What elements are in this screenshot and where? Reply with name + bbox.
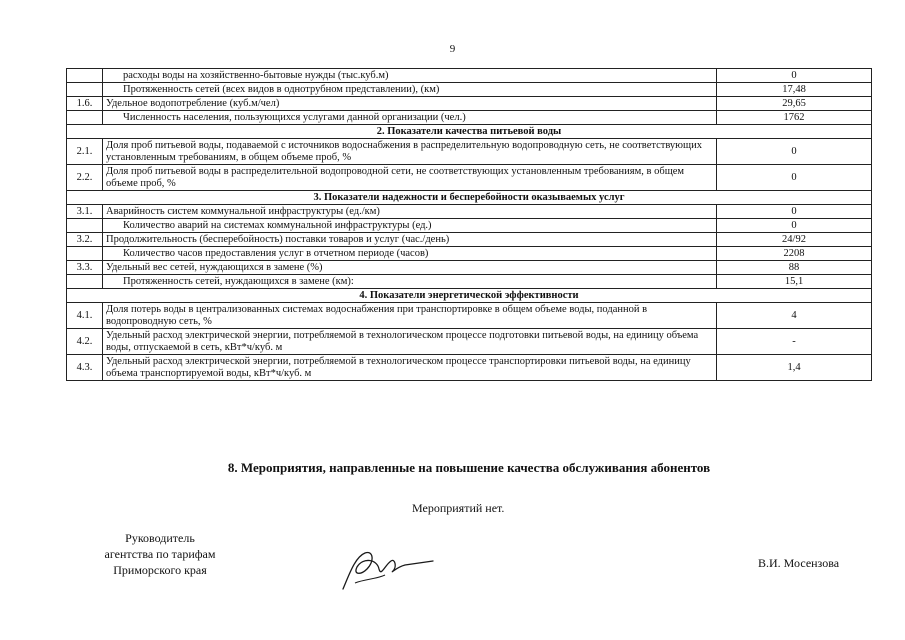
signer-name: В.И. Мосензова [758, 556, 840, 570]
signatory-title-line: Руководитель [125, 531, 195, 545]
indicator-description: Продолжительность (бесперебойность) поставки товаров и услуг (час./день) [103, 233, 717, 247]
table-row [67, 355, 872, 381]
table-row [67, 139, 872, 165]
indicator-value: 29,65 [717, 97, 872, 111]
indicator-description: Удельный вес сетей, нуждающихся в замене (%) [103, 261, 717, 275]
indicator-description: расходы воды на хозяйственно-бытовые нужды (тыс.куб.м) [103, 69, 717, 83]
indicator-value: 0 [717, 139, 872, 165]
indicator-value: 88 [717, 261, 872, 275]
row-number [67, 275, 103, 289]
indicator-value: 0 [717, 219, 872, 233]
indicator-value: 0 [717, 69, 872, 83]
indicator-value: 0 [717, 165, 872, 191]
no-measures-text: Мероприятий нет. [412, 501, 505, 515]
table-row [67, 247, 872, 261]
signatory-title [80, 530, 240, 578]
row-number: 4.2. [67, 329, 103, 355]
indicator-value: 17,48 [717, 83, 872, 97]
indicator-value: 0 [717, 205, 872, 219]
indicator-value: 4 [717, 303, 872, 329]
section-header-row [67, 289, 872, 303]
indicator-value: 1,4 [717, 355, 872, 381]
table-row [67, 233, 872, 247]
indicator-description: Численность населения, пользующихся услугами данной организации (чел.) [103, 111, 717, 125]
indicators-table [66, 68, 872, 381]
table-row [67, 275, 872, 289]
indicator-value: 15,1 [717, 275, 872, 289]
indicator-description: Количество аварий на системах коммунальной инфраструктуры (ед.) [103, 219, 717, 233]
row-number: 4.1. [67, 303, 103, 329]
indicator-description: Доля проб питьевой воды, подаваемой с источников водоснабжения в распределительную водопроводную сеть, не соответствующих установленным требованиям, в общем объеме проб, % [103, 139, 717, 165]
table-row [67, 303, 872, 329]
handwritten-signature [335, 545, 435, 595]
indicator-description: Удельное водопотребление (куб.м/чел) [103, 97, 717, 111]
row-number [67, 219, 103, 233]
indicator-description: Протяженность сетей, нуждающихся в замене (км): [103, 275, 717, 289]
signatory-title-line: агентства по тарифам [104, 547, 216, 561]
row-number: 2.1. [67, 139, 103, 165]
indicator-value: - [717, 329, 872, 355]
page-number: 9 [449, 43, 456, 55]
table-row [67, 83, 872, 97]
indicator-description: Протяженность сетей (всех видов в однотрубном представлении), (км) [103, 83, 717, 97]
signatory-title-line: Приморского края [113, 563, 207, 577]
table-row [67, 219, 872, 233]
row-number: 3.1. [67, 205, 103, 219]
row-number: 2.2. [67, 165, 103, 191]
section-header-row [67, 191, 872, 205]
row-number [67, 111, 103, 125]
indicator-description: Количество часов предоставления услуг в отчетном периоде (часов) [103, 247, 717, 261]
indicators-table-body [67, 69, 872, 381]
row-number: 3.2. [67, 233, 103, 247]
table-row [67, 69, 872, 83]
row-number: 4.3. [67, 355, 103, 381]
table-row [67, 261, 872, 275]
section-title: 4. Показатели энергетической эффективности [67, 289, 872, 303]
indicator-description: Доля проб питьевой воды в распределительной водопроводной сети, не соответствующих установленным требованиям, в общем объеме проб, % [103, 165, 717, 191]
row-number [67, 247, 103, 261]
section-title: 2. Показатели качества питьевой воды [67, 125, 872, 139]
indicator-value: 24/92 [717, 233, 872, 247]
indicator-description: Аварийность систем коммунальной инфраструктуры (ед./км) [103, 205, 717, 219]
indicator-description: Удельный расход электрической энергии, потребляемой в технологическом процессе транспортировки питьевой воды, на единицу объема транспортируемой воды, кВт*ч/куб. м [103, 355, 717, 381]
row-number: 3.3. [67, 261, 103, 275]
section-8-heading: 8. Мероприятия, направленные на повышение качества обслуживания абонентов [227, 460, 711, 475]
table-row [67, 111, 872, 125]
indicator-value: 2208 [717, 247, 872, 261]
indicator-description: Удельный расход электрической энергии, потребляемой в технологическом процессе подготовки питьевой воды, на единицу объема воды, отпускаемой в сеть, кВт*ч/куб. м [103, 329, 717, 355]
row-number [67, 83, 103, 97]
table-row [67, 329, 872, 355]
row-number [67, 69, 103, 83]
indicator-description: Доля потерь воды в централизованных системах водоснабжения при транспортировке в общем объеме воды, поданной в водопроводную сеть, % [103, 303, 717, 329]
section-header-row [67, 125, 872, 139]
table-row [67, 205, 872, 219]
row-number: 1.6. [67, 97, 103, 111]
table-row [67, 97, 872, 111]
section-title: 3. Показатели надежности и бесперебойности оказываемых услуг [67, 191, 872, 205]
table-row [67, 165, 872, 191]
indicator-value: 1762 [717, 111, 872, 125]
